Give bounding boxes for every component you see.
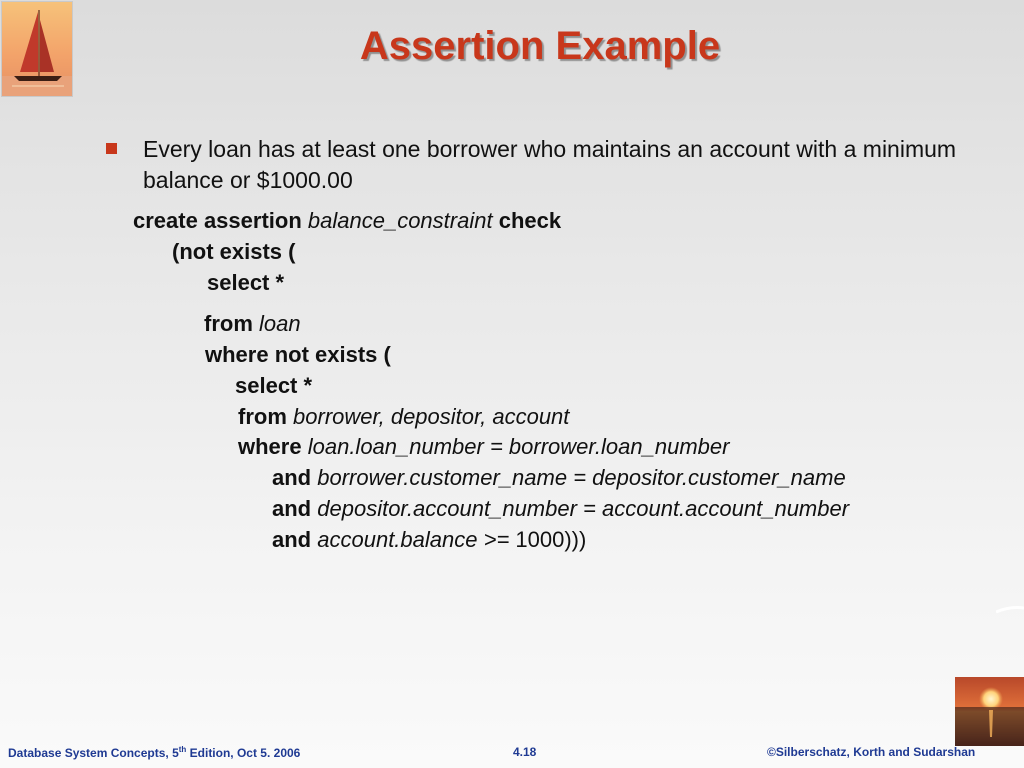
footer-text: Database System Concepts, 5 [8,746,179,760]
identifier: borrower.customer_name = depositor.customer_name [317,465,846,490]
decorative-wave-icon [996,600,1024,640]
identifier: balance_constraint [307,208,493,233]
footer-text: Edition, Oct 5. 2006 [186,746,301,760]
code-line-6 [235,373,312,399]
footer-superscript: th [178,745,187,754]
keyword: (not exists ( [172,239,296,264]
keyword: select * [235,373,313,398]
code-line-3 [207,270,284,296]
keyword: and [272,465,312,490]
bullet-square-icon [106,143,117,154]
identifier: loan [259,311,301,336]
keyword: where not exists ( [205,342,391,367]
keyword: create assertion [133,208,302,233]
identifier: account.balance >= [317,527,510,552]
keyword: select * [207,270,285,295]
bullet-text: Every loan has at least one borrower who maintains an account with a minimum balance or $1000.00 [143,136,957,193]
identifier: loan.loan_number = borrower.loan_number [307,434,730,459]
code-line-1 [133,208,561,234]
code-line-9 [272,465,846,491]
footer-copyright: ©Silberschatz, Korth and Sudarshan [767,745,976,759]
code-line-10 [272,496,849,522]
footer-book-title [8,745,300,760]
literal: 1000))) [509,527,587,552]
keyword: where [238,434,302,459]
code-line-7 [238,404,569,430]
sunset-photo [955,677,1024,746]
keyword: and [272,496,312,521]
slide-number: 4.18 [513,745,537,759]
slide-title: Assertion Example [359,24,721,68]
keyword: check [498,208,562,233]
code-line-5 [205,342,391,368]
code-line-2 [172,239,295,265]
identifier: borrower, depositor, account [293,404,570,429]
code-line-11 [272,527,586,553]
code-line-4 [204,311,301,337]
identifier: depositor.account_number = account.account_number [317,496,850,521]
code-line-8 [238,434,729,460]
keyword: from [238,404,287,429]
keyword: and [272,527,312,552]
keyword: from [204,311,253,336]
